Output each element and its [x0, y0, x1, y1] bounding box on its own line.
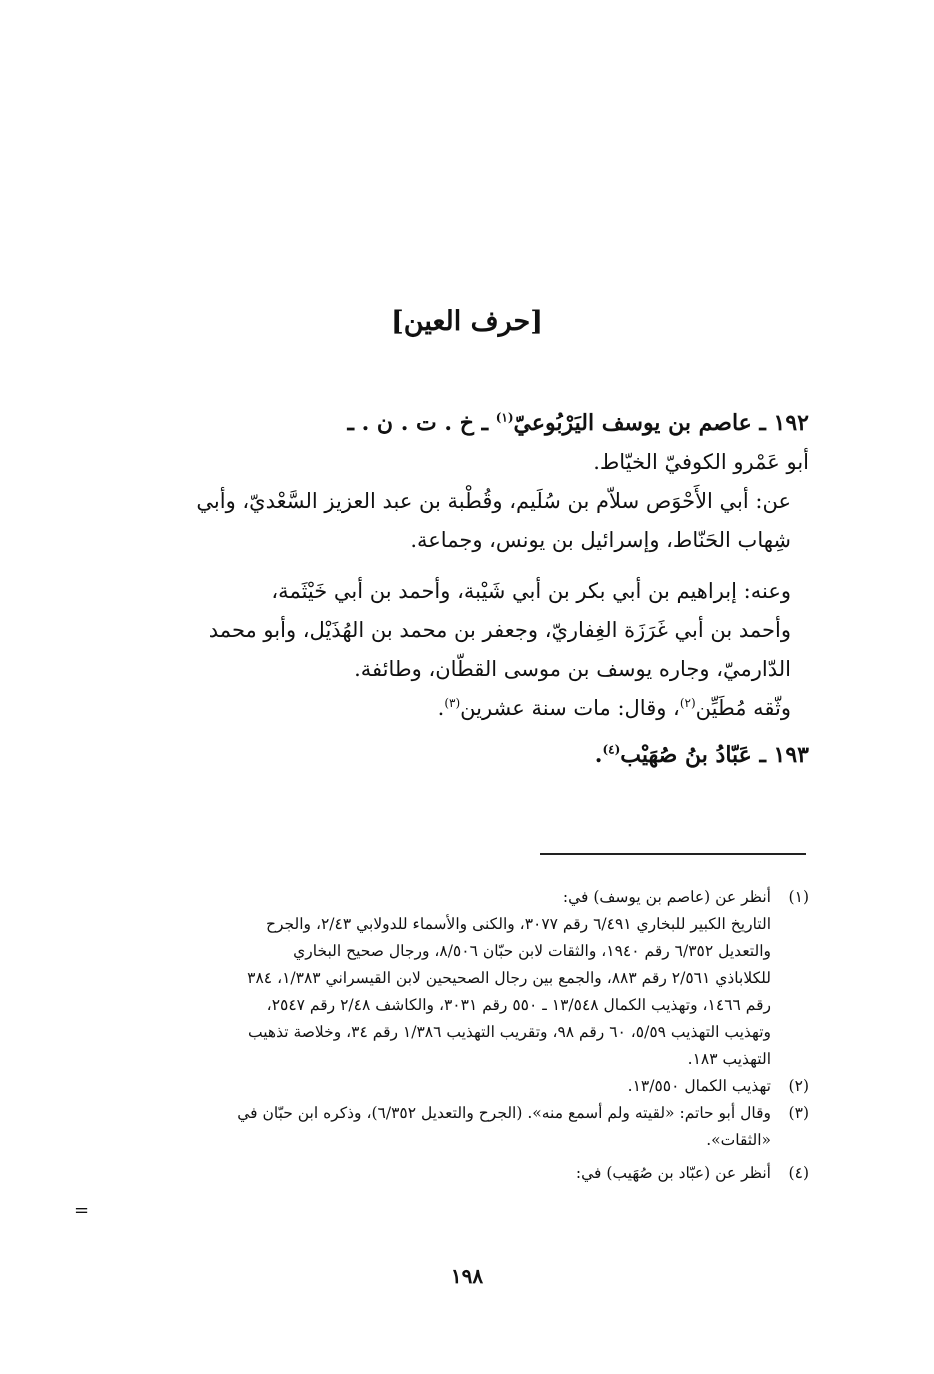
entry-192-teachers [97, 482, 809, 560]
footnote-2 [95, 1073, 809, 1100]
tawthiq-end: . [437, 696, 445, 720]
footnote-line: التاريخ الكبير للبخاري ٦/٤٩١ رقم ٣٠٧٧، والكنى والأسماء للدولابي ٢/٤٣، والجرح [265, 915, 771, 933]
main-text [97, 404, 809, 775]
entry-193-end: . [594, 742, 603, 768]
footnotes [95, 884, 809, 1187]
entry-192-sigla: ـ خ . ت . ن . ـ [347, 410, 496, 436]
continuation-mark: = [74, 1200, 90, 1221]
students-line-1: وعنه: إبراهيم بن أبي بكر بن أبي شَيْبة، وأحمد بن أبي خَيْثَمة، [271, 579, 791, 603]
footnote-4 [95, 1160, 809, 1187]
teachers-line-2: شِهاب الحَنّاط، وإسرائيل بن يونس، وجماعة. [410, 528, 791, 552]
entry-192-name: ١٩٢ ـ عاصم بن يوسف اليَرْبُوعيّ [513, 410, 809, 436]
footnote-ref-1[interactable]: (١) [495, 410, 514, 425]
entry-192-students [97, 572, 809, 689]
footnote-body [95, 884, 771, 1073]
footnote-divider [540, 853, 806, 855]
footnote-line: والتعديل ٦/٣٥٢ رقم ١٩٤٠، والثقات لابن حبّان ٨/٥٠٦، ورجال صحيح البخاري [293, 942, 771, 960]
footnote-number: (١) [788, 888, 809, 906]
entry-192-kunya: أبو عَمْرو الكوفيّ الخيّاط. [593, 450, 809, 474]
students-line-3: الدّارميّ، وجاره يوسف بن موسى القطّان، وطائفة. [354, 657, 791, 681]
footnote-line: تهذيب الكمال ١٣/٥٥٠. [627, 1077, 771, 1095]
footnote-line: «الثقات». [706, 1131, 771, 1149]
footnote-3 [95, 1100, 809, 1154]
footnote-ref-3[interactable]: (٣) [444, 696, 461, 710]
footnote-number: (٣) [788, 1104, 809, 1122]
teachers-line-1: عن: أبي الأَحْوَص سلاّم بن سُلَيم، وقُطْبة بن عبد العزيز السَّعْديّ، وأبي [196, 489, 791, 513]
footnote-line: التهذيب ١٨٣. [687, 1050, 771, 1068]
entry-192-tawthiq [97, 689, 809, 728]
page-number: ١٩٨ [450, 1264, 484, 1288]
footnote-number: (٢) [788, 1077, 809, 1095]
footnote-line: رقم ١٤٦٦، وتهذيب الكمال ١٣/٥٤٨ ـ ٥٥٠ رقم ٣٠٣١، والكاشف ٢/٤٨ رقم ٢٥٤٧، [266, 996, 771, 1014]
footnote-number: (٤) [788, 1164, 809, 1182]
footnote-line: أنظر عن (عبّاد بن صُهَيب) في: [575, 1164, 771, 1182]
footnote-line: وقال أبو حاتم: «لقيته ولم أسمع منه». (الجرح والتعديل ٦/٣٥٢)، وذكره ابن حبّان في [237, 1104, 771, 1122]
entry-193-name: ١٩٣ ـ عَبّادُ بنُ صُهَيْب [620, 742, 809, 768]
section-heading: [حرف العين] [391, 306, 543, 337]
footnote-line: وتهذيب التهذيب ٥/٥٩، ٦٠ رقم ٩٨، وتقريب التهذيب ١/٣٨٦ رقم ٣٤، وخلاصة تذهيب [248, 1023, 771, 1041]
footnote-ref-4[interactable]: (٤) [602, 742, 621, 757]
footnote-body [95, 1073, 771, 1100]
footnote-line: للكلاباذي ٢/٥٦١ رقم ٨٨٣، والجمع بين رجال الصحيحين لابن القيسراني ١/٣٨٣، ٣٨٤ [247, 969, 771, 987]
footnote-line: أنظر عن (عاصم بن يوسف) في: [562, 888, 771, 906]
tawthiq-text-b: ، وقال: مات سنة عشرين [460, 696, 680, 720]
tawthiq-text-a: وثّقه مُطَيِّن [695, 696, 791, 720]
footnote-body [95, 1160, 771, 1187]
footnote-ref-2[interactable]: (٢) [679, 696, 696, 710]
entry-193-title [97, 736, 809, 775]
entry-192-title [97, 404, 809, 443]
footnote-body [95, 1100, 771, 1154]
footnote-1 [95, 884, 809, 1073]
students-line-2: وأحمد بن أبي غَرَزَة الغِفاريّ، وجعفر بن محمد بن الهُذَيْل، وأبو محمد [208, 618, 791, 642]
